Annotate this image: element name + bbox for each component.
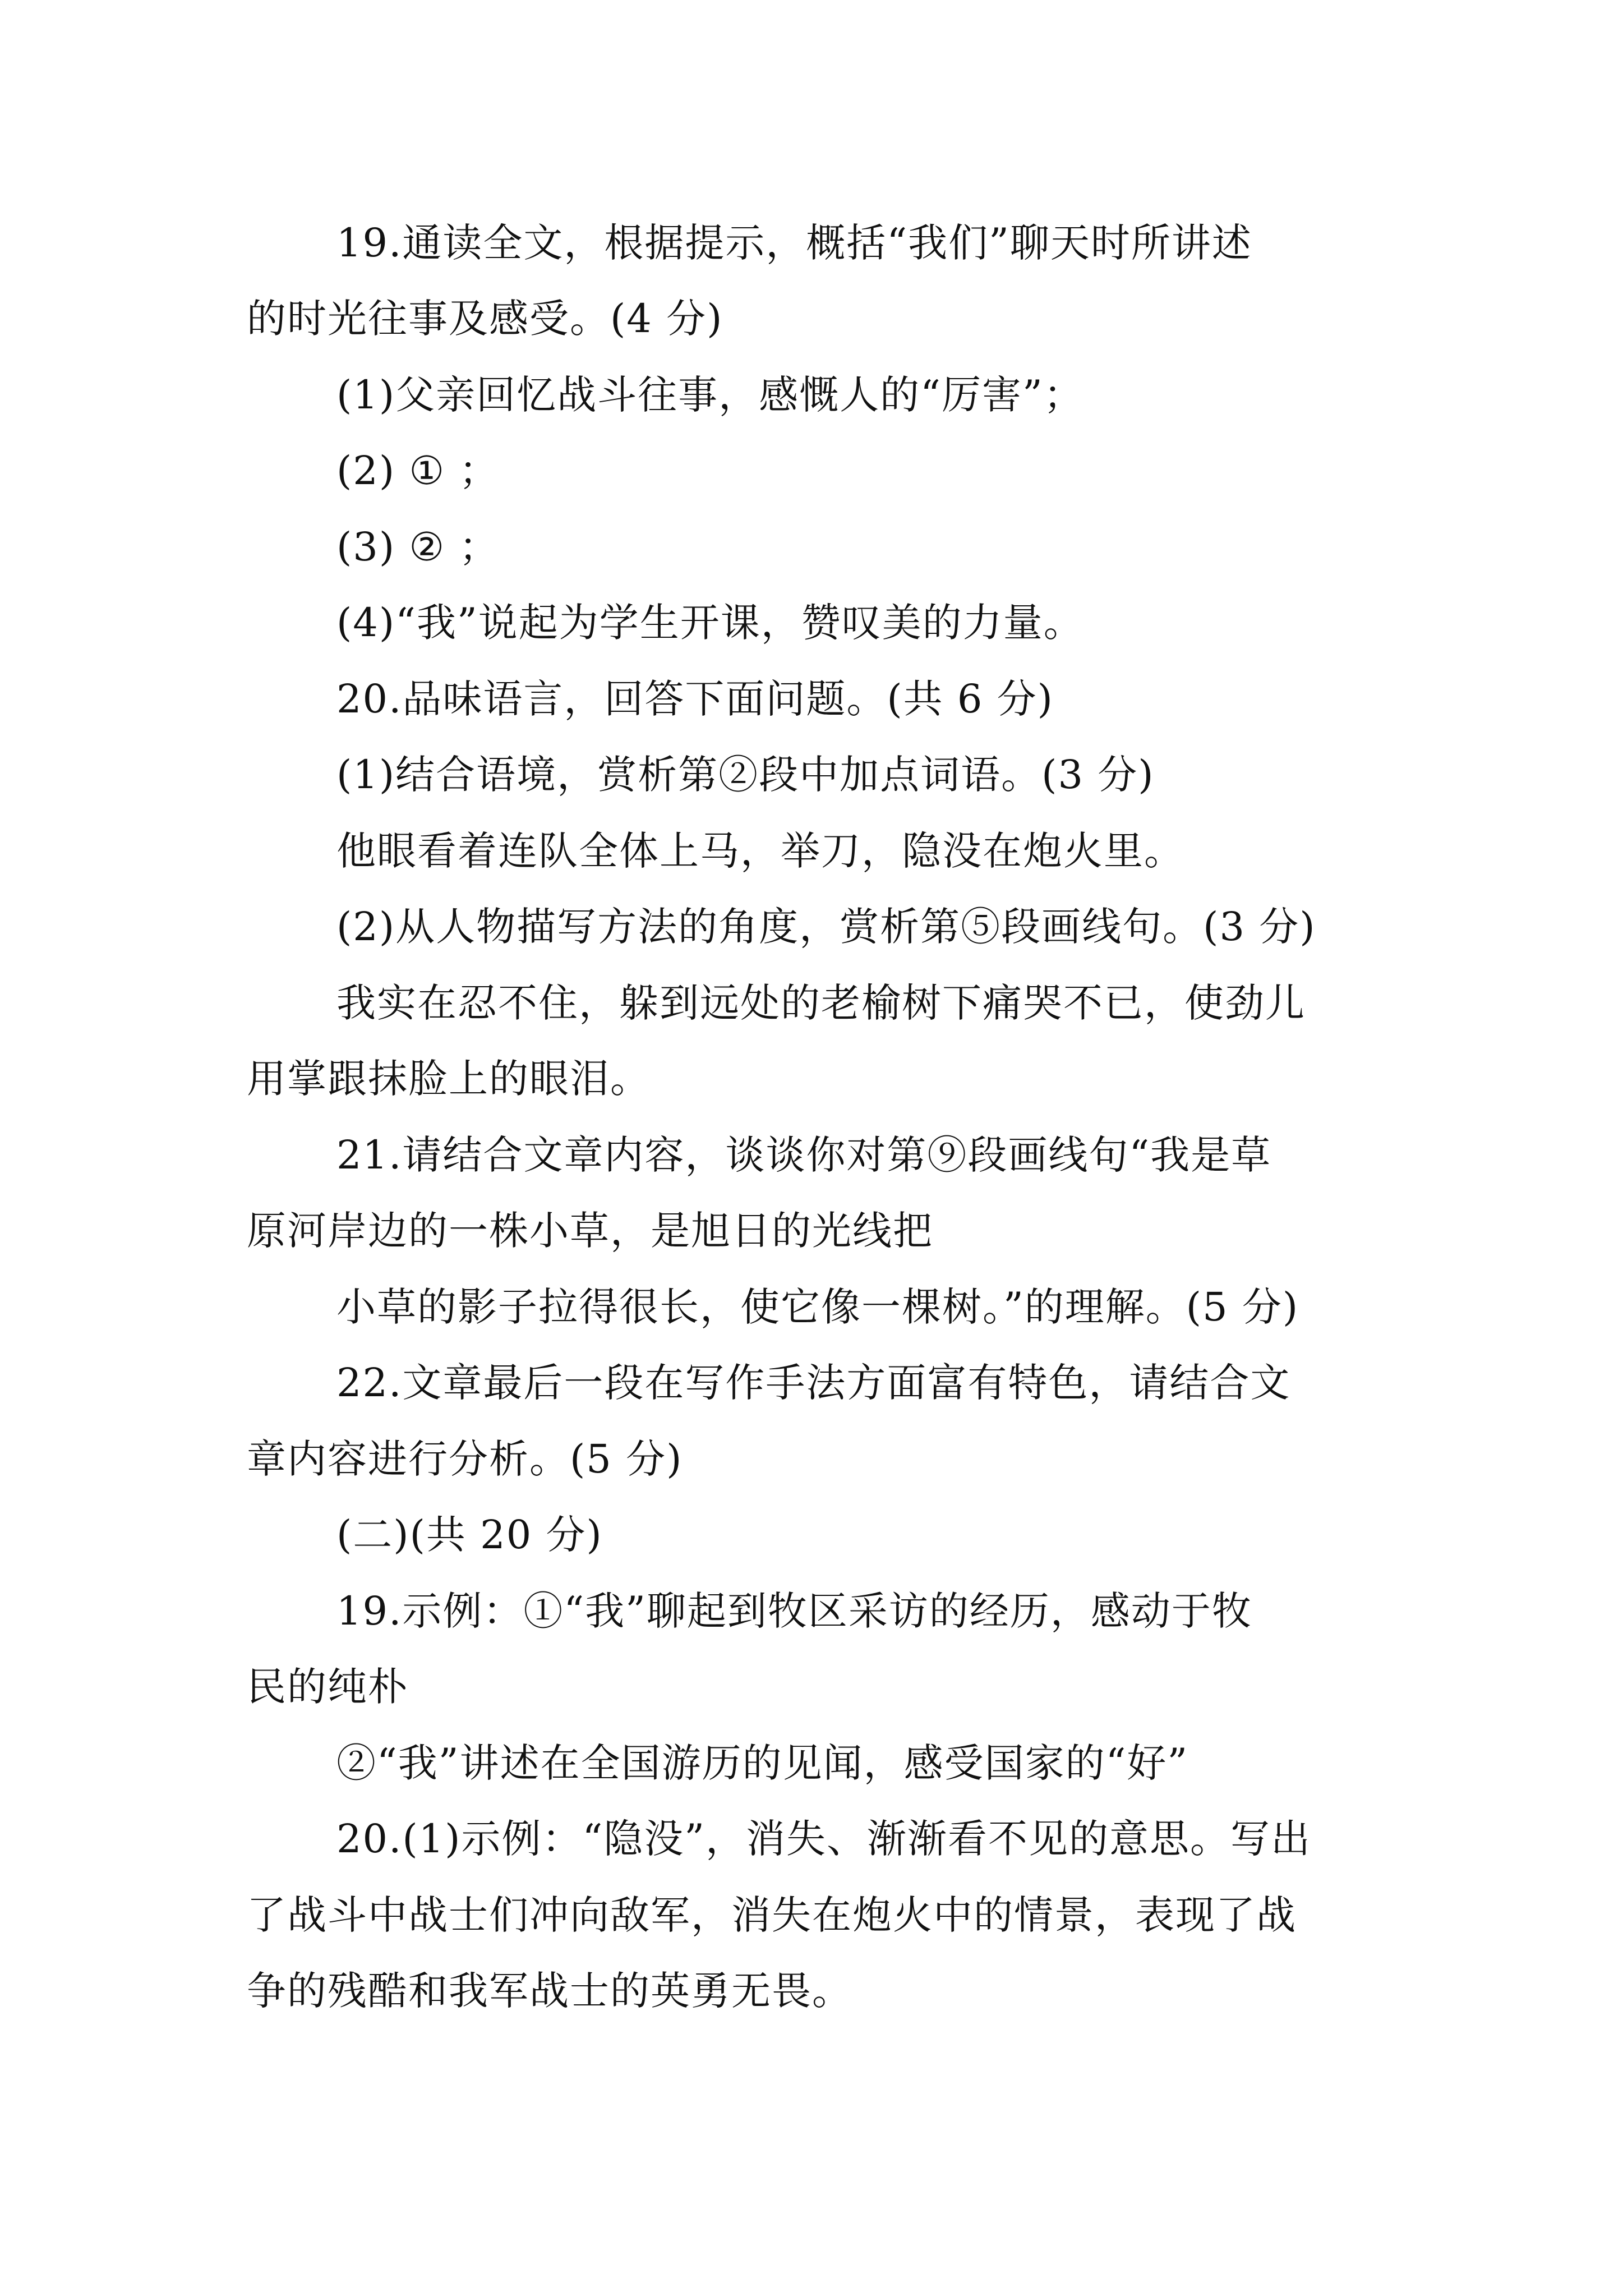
question-19-item-4: (4)“我”说起为学生开课，赞叹美的力量。	[336, 600, 1084, 646]
question-19-item-1: (1)父亲回忆战斗往事，感慨人的“厉害”；	[336, 372, 1084, 418]
question-22-line-2: 章内容进行分析。(5 分)	[247, 1436, 683, 1482]
question-20-part-2: (2)从人物描写方法的角度，赏析第⑤段画线句。(3 分)	[336, 904, 1316, 950]
question-19-line-2: 的时光往事及感受。(4 分)	[247, 296, 723, 342]
question-19-item-2: (2) ① ；	[336, 448, 500, 494]
answer-19-line-2: 民的纯朴	[247, 1664, 408, 1710]
question-22-line-1: 22.文章最后一段在写作手法方面富有特色，请结合文	[336, 1360, 1291, 1406]
question-20-quote-1: 他眼看着连队全体上马，举刀，隐没在炮火里。	[336, 828, 1184, 874]
answer-section-heading: (二)(共 20 分)	[336, 1512, 603, 1558]
answer-19-line-3: ②“我”讲述在全国游历的见闻，感受国家的“好”	[336, 1740, 1189, 1786]
question-19-line-1: 19.通读全文，根据提示，概括“我们”聊天时所讲述	[336, 220, 1252, 266]
question-21-line-2: 原河岸边的一株小草，是旭日的光线把	[247, 1208, 933, 1254]
answer-20-line-3: 争的残酷和我军战士的英勇无畏。	[247, 1968, 852, 2014]
answer-20-line-2: 了战斗中战士们冲向敌军，消失在炮火中的情景，表现了战	[247, 1892, 1297, 1938]
question-20-part-1: (1)结合语境，赏析第②段中加点词语。(3 分)	[336, 752, 1155, 798]
question-20-title: 20.品味语言，回答下面问题。(共 6 分)	[336, 676, 1054, 722]
answer-20-line-1: 20.(1)示例：“隐没”，消失、渐渐看不见的意思。写出	[336, 1816, 1312, 1862]
question-21-line-1: 21.请结合文章内容，谈谈你对第⑨段画线句“我是草	[336, 1132, 1272, 1178]
question-21-line-3: 小草的影子拉得很长，使它像一棵树。”的理解。(5 分)	[336, 1284, 1299, 1330]
question-20-quote-2-line-1: 我实在忍不住，躲到远处的老榆树下痛哭不已，使劲儿	[336, 980, 1306, 1026]
question-19-item-3: (3) ② ；	[336, 524, 500, 570]
question-20-quote-2-line-2: 用掌跟抹脸上的眼泪。	[247, 1056, 651, 1102]
answer-19-line-1: 19.示例：①“我”聊起到牧区采访的经历，感动于牧	[336, 1588, 1252, 1634]
